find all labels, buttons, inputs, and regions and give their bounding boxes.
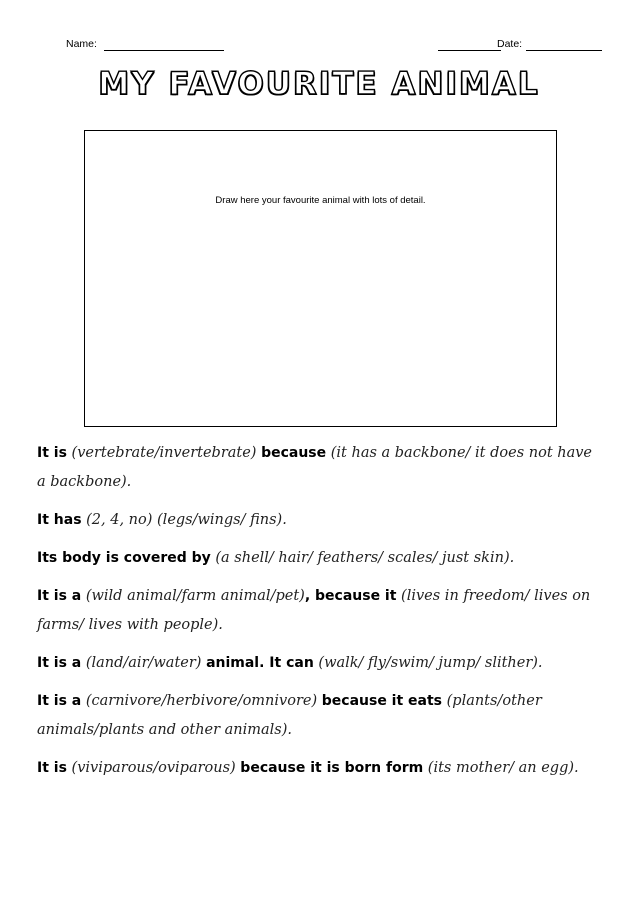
sentence-stem: Its body is covered by [37,550,211,566]
name-label: Name: [66,38,97,50]
sentence-options[interactable]: (plants/other animals/plants and other animals). [37,693,542,738]
sentence-options[interactable]: (2, 4, no) (legs/wings/ fins). [81,512,287,528]
sentence-options[interactable]: (walk/ fly/swim/ jump/ slither). [313,655,543,671]
sentence-options[interactable]: (viviparous/oviparous) [66,760,241,776]
sentence-stem: It is a [37,693,82,709]
sentence-stem: , because it [304,588,397,604]
sentence-options[interactable]: (wild animal/farm animal/pet) [81,588,305,604]
drawing-box[interactable] [84,130,557,427]
sentence-stem: because it is born form [240,760,424,776]
sentence-stem: It is a [37,588,82,604]
sentence-options[interactable]: (a shell/ hair/ feathers/ scales/ just skin). [210,550,515,566]
sentence-list [37,439,597,792]
sentence-3 [37,544,597,573]
page-title: MY FAVOURITE ANIMAL [98,66,540,102]
sentence-options[interactable]: (land/air/water) [81,655,207,671]
sentence-options[interactable]: (it has a backbone/ it does not have a backbone). [37,445,593,490]
sentence-options[interactable]: (its mother/ an egg). [423,760,579,776]
sentence-4 [37,582,597,640]
sentence-stem: It is [37,760,67,776]
sentence-6 [37,687,597,745]
sentence-stem: It has [37,512,82,528]
name-line[interactable] [104,50,224,51]
sentence-stem: because [261,445,327,461]
sentence-stem: because it eats [321,693,443,709]
sentence-options[interactable]: (lives in freedom/ lives on farms/ lives with people). [37,588,591,633]
sentence-2 [37,506,597,535]
sentence-1 [37,439,597,497]
sentence-options[interactable]: (vertebrate/invertebrate) [66,445,262,461]
sentence-stem: animal. It can [206,655,314,671]
sentence-options[interactable]: (carnivore/herbivore/omnivore) [81,693,322,709]
sentence-stem: It is [37,445,67,461]
blank-line [438,50,501,51]
drawing-instruction: Draw here your favourite animal with lots of detail. [215,195,426,206]
sentence-stem: It is a [37,655,82,671]
sentence-7 [37,754,597,783]
date-label: Date: [497,38,523,50]
date-line[interactable] [526,50,602,51]
sentence-5 [37,649,597,678]
